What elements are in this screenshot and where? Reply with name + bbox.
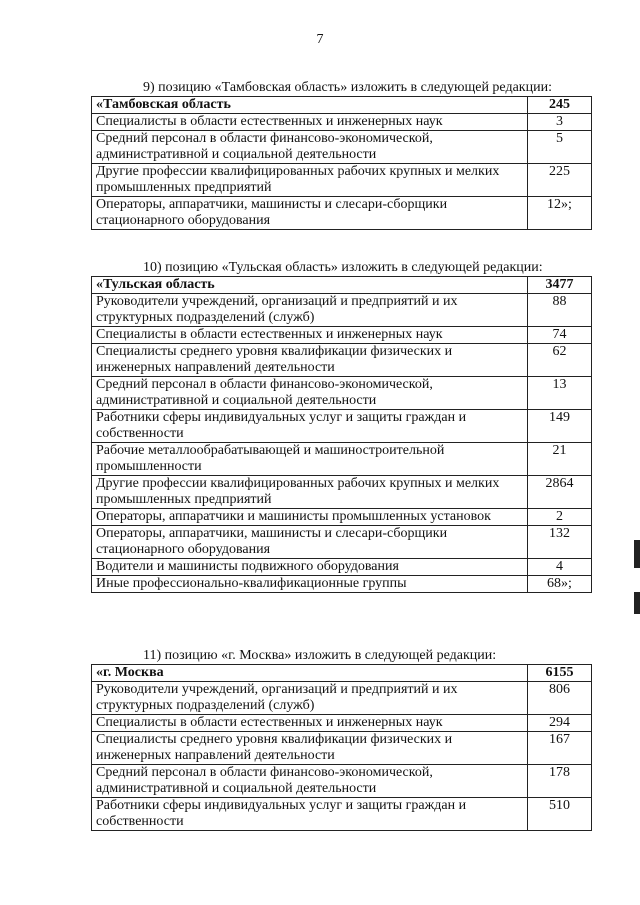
page-number: 7 [316,32,324,47]
row-label: Операторы, аппаратчики и машинисты промышленных установок [92,509,528,526]
row-value: 178 [528,765,592,798]
row-value: 62 [528,344,592,377]
table-row [92,410,592,443]
row-value: 13 [528,377,592,410]
row-label: Работники сферы индивидуальных услуг и защиты граждан и собственности [92,410,528,443]
scan-edge-mark [634,540,640,568]
row-label: Иные профессионально-квалификационные группы [92,576,528,593]
section-tula [91,260,591,593]
table-row [92,443,592,476]
region-name: «г. Москва [92,665,528,682]
row-value: 806 [528,682,592,715]
table-row [92,526,592,559]
row-label: Специалисты среднего уровня квалификации физических и инженерных направлений деятельности [92,732,528,765]
region-total: 6155 [528,665,592,682]
table-row [92,131,592,164]
row-value: 2864 [528,476,592,509]
row-label: Специалисты в области естественных и инженерных наук [92,715,528,732]
scan-edge-mark [634,592,640,614]
row-value: 167 [528,732,592,765]
table-row [92,559,592,576]
row-label: Руководители учреждений, организаций и предприятий и их структурных подразделений (служб) [92,294,528,327]
table-row [92,682,592,715]
section-intro: 10) позицию «Тульская область» изложить в следующей редакции: [143,260,543,275]
region-table [91,276,592,593]
region-total: 3477 [528,277,592,294]
table-row [92,114,592,131]
table-row [92,798,592,831]
row-label: Операторы, аппаратчики, машинисты и слесари-сборщики стационарного оборудования [92,526,528,559]
table-row [92,576,592,593]
section-intro: 9) позицию «Тамбовская область» изложить в следующей редакции: [143,80,552,95]
table-row [92,197,592,230]
row-value: 21 [528,443,592,476]
region-table [91,664,592,831]
row-label: Средний персонал в области финансово-экономической, административной и социальной деятельности [92,377,528,410]
table-row [92,765,592,798]
table-row [92,476,592,509]
row-label: Рабочие металлообрабатывающей и машиностроительной промышленности [92,443,528,476]
row-label: Средний персонал в области финансово-экономической, административной и социальной деятельности [92,131,528,164]
row-label: Работники сферы индивидуальных услуг и защиты граждан и собственности [92,798,528,831]
table-row [92,344,592,377]
region-name: «Тамбовская область [92,97,528,114]
row-value: 68»; [528,576,592,593]
section-intro: 11) позицию «г. Москва» изложить в следующей редакции: [143,648,497,663]
row-value: 132 [528,526,592,559]
row-label: Водители и машинисты подвижного оборудования [92,559,528,576]
table-row [92,377,592,410]
row-label: Руководители учреждений, организаций и предприятий и их структурных подразделений (служб) [92,682,528,715]
row-value: 149 [528,410,592,443]
row-label: Другие профессии квалифицированных рабочих крупных и мелких промышленных предприятий [92,476,528,509]
row-value: 2 [528,509,592,526]
table-row [92,164,592,197]
row-value: 5 [528,131,592,164]
region-name: «Тульская область [92,277,528,294]
row-label: Специалисты среднего уровня квалификации физических и инженерных направлений деятельности [92,344,528,377]
table-row [92,327,592,344]
table-row [92,732,592,765]
section-tambov [91,80,591,230]
region-total: 245 [528,97,592,114]
row-label: Операторы, аппаратчики, машинисты и слесари-сборщики стационарного оборудования [92,197,528,230]
row-label: Специалисты в области естественных и инженерных наук [92,114,528,131]
table-row [92,294,592,327]
table-header-row [92,97,592,114]
row-value: 3 [528,114,592,131]
row-value: 225 [528,164,592,197]
row-label: Другие профессии квалифицированных рабочих крупных и мелких промышленных предприятий [92,164,528,197]
row-value: 74 [528,327,592,344]
table-row [92,509,592,526]
region-table [91,96,592,230]
row-value: 12»; [528,197,592,230]
table-header-row [92,277,592,294]
row-value: 88 [528,294,592,327]
row-value: 510 [528,798,592,831]
section-moscow [91,648,591,831]
row-value: 4 [528,559,592,576]
row-label: Специалисты в области естественных и инженерных наук [92,327,528,344]
row-label: Средний персонал в области финансово-экономической, административной и социальной деятельности [92,765,528,798]
table-header-row [92,665,592,682]
row-value: 294 [528,715,592,732]
table-row [92,715,592,732]
